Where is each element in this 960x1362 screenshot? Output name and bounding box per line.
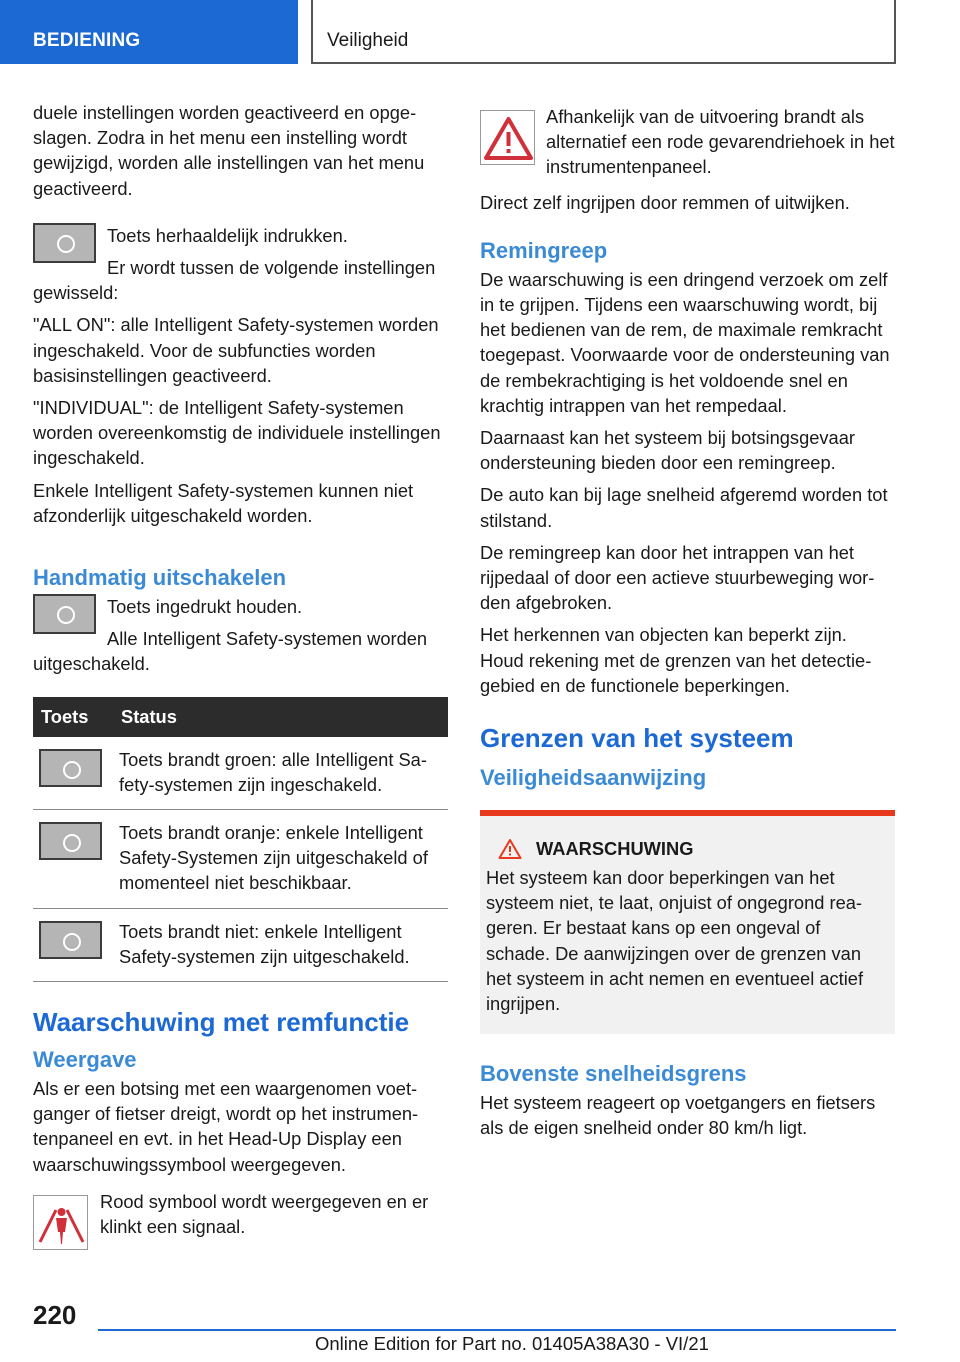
safety-button-icon	[33, 223, 96, 263]
heading-weergave: Weergave	[33, 1047, 137, 1073]
page-number: 220	[33, 1300, 77, 1330]
section-title: BEDIENING	[33, 30, 141, 51]
button-instruction	[33, 594, 448, 677]
footer-edition: Online Edition for Part no. 01405A38A30 - VI/21	[315, 1333, 709, 1354]
table-row	[33, 737, 448, 810]
paragraph: Er wordt tussen de volgende instellingen gewisseld:	[33, 257, 436, 304]
paragraph: Daarnaast kan het systeem bij botsingsgevaar ondersteuning bieden door een remingreep.	[480, 427, 855, 474]
paragraph: Rood symbool wordt weergegeven en er klinkt een signaal.	[100, 1190, 429, 1238]
paragraph: Het herkennen van objecten kan beperkt zijn. Houd rekening met de grenzen van het detectiegebied en de functionele beperkingen.	[480, 624, 872, 696]
safety-button-icon	[39, 822, 102, 860]
paragraph: Toets ingedrukt houden.	[107, 596, 303, 618]
warning-label: WAARSCHUWING	[536, 838, 694, 860]
paragraph: Enkele Intelligent Safety-systemen kunnen niet afzonderlijk uitgeschakeld worden.	[33, 479, 414, 526]
safety-button-icon	[33, 594, 96, 634]
paragraph: De remingreep kan door het intrappen van het rijpedaal of door een actieve stuurbeweging worden afgebroken.	[480, 541, 875, 614]
warning-triangle-icon	[480, 110, 535, 165]
heading-veiligheid: Veiligheidsaanwijzing	[480, 765, 707, 791]
right-column	[480, 100, 895, 1148]
safety-button-icon	[39, 749, 102, 787]
heading-grenzen: Grenzen van het systeem	[480, 723, 794, 754]
paragraph: Alle Intelligent Safety-systemen worden uitgeschakeld.	[33, 628, 428, 675]
status-table	[33, 697, 448, 982]
heading-handmatig: Handmatig uitschakelen	[33, 565, 287, 591]
safety-button-icon	[39, 921, 102, 959]
table-cell: Toets brandt niet: enkele Intelligent Safety-systemen zijn uitgeschakeld.	[113, 908, 448, 981]
footer-divider	[98, 1329, 896, 1331]
chapter-title: Veiligheid	[327, 30, 409, 51]
paragraph: Het systeem reageert op voetgangers en fietsers als de eigen snelheid onder 80 km/h ligt.	[480, 1092, 876, 1139]
warning-title	[486, 836, 887, 861]
heading-bovenste: Bovenste snelheidsgrens	[480, 1061, 747, 1087]
table-row	[33, 908, 448, 981]
paragraph: Toets herhaaldelijk indrukken.	[107, 224, 348, 246]
paragraph: De waarschuwing is een dringend verzoek om zelf in te grijpen. Tijdens een waarschuwing wordt, bij het bedienen van de rem, de maximale remkracht toegepast. Voorwaarde voor de ondersteuning van de rembekrachtiging is het voldoende snel en krachtig intrappen van het rempedaal.	[480, 268, 890, 416]
paragraph: Direct zelf ingrijpen door remmen of uitwijken.	[480, 191, 850, 213]
paragraph: "INDIVIDUAL": de Intelligent Safety-systemen worden overeenkomstig de individuele instellingen ingeschakeld.	[33, 397, 441, 469]
warning-text: Het systeem kan door beperkingen van het systeem niet, te laat, onjuist of ongegrond reageren. Er bestaat kans op een ongeval of schade. De aanwijzingen over de grenzen van het systeem in acht nemen en eventueel actief ingrijpen.	[486, 867, 864, 1015]
table-cell: Toets brandt groen: alle Intelligent Safety-systemen zijn ingeschakeld.	[113, 737, 448, 810]
section-tab	[0, 0, 298, 64]
warning-box	[480, 810, 895, 1034]
table-cell: Toets brandt oranje: enkele Intelligent Safety-Systemen zijn uitgeschakeld of momenteel niet beschikbaar.	[113, 810, 448, 909]
symbol-instruction	[33, 1189, 448, 1239]
heading-waarschuwing: Waarschuwing met remfunctie	[33, 1007, 410, 1038]
symbol-instruction	[480, 104, 895, 180]
button-instruction	[33, 223, 448, 306]
paragraph: "ALL ON": alle Intelligent Safety-systemen worden ingeschakeld. Voor de subfuncties worden basisinstellingen geactiveerd.	[33, 314, 439, 386]
paragraph: De auto kan bij lage snelheid afgeremd worden tot stilstand.	[480, 484, 888, 531]
paragraph: Afhankelijk van de uitvoering brandt als alternatief een rode gevarendriehoek in het instrumentenpaneel.	[546, 106, 895, 178]
table-header-toets: Toets	[33, 697, 113, 737]
warning-triangle-icon	[498, 838, 522, 860]
left-column	[33, 100, 448, 1246]
pedestrian-warning-icon	[33, 1195, 88, 1250]
paragraph: duele instellingen worden geactiveerd en opgeslagen. Zodra in het menu een instelling wordt gewijzigd, worden alle instellingen van het menu geactiveerd.	[33, 102, 425, 199]
table-row	[33, 810, 448, 909]
chapter-tab	[311, 0, 896, 64]
heading-remingreep: Remingreep	[480, 237, 608, 263]
paragraph: Als er een botsing met een waargenomen voetganger of fietser dreigt, wordt op het instrumentenpaneel en evt. in het Head-Up Display een waarschuwingssymbool weergegeven.	[33, 1078, 419, 1175]
table-header-status: Status	[113, 697, 448, 737]
